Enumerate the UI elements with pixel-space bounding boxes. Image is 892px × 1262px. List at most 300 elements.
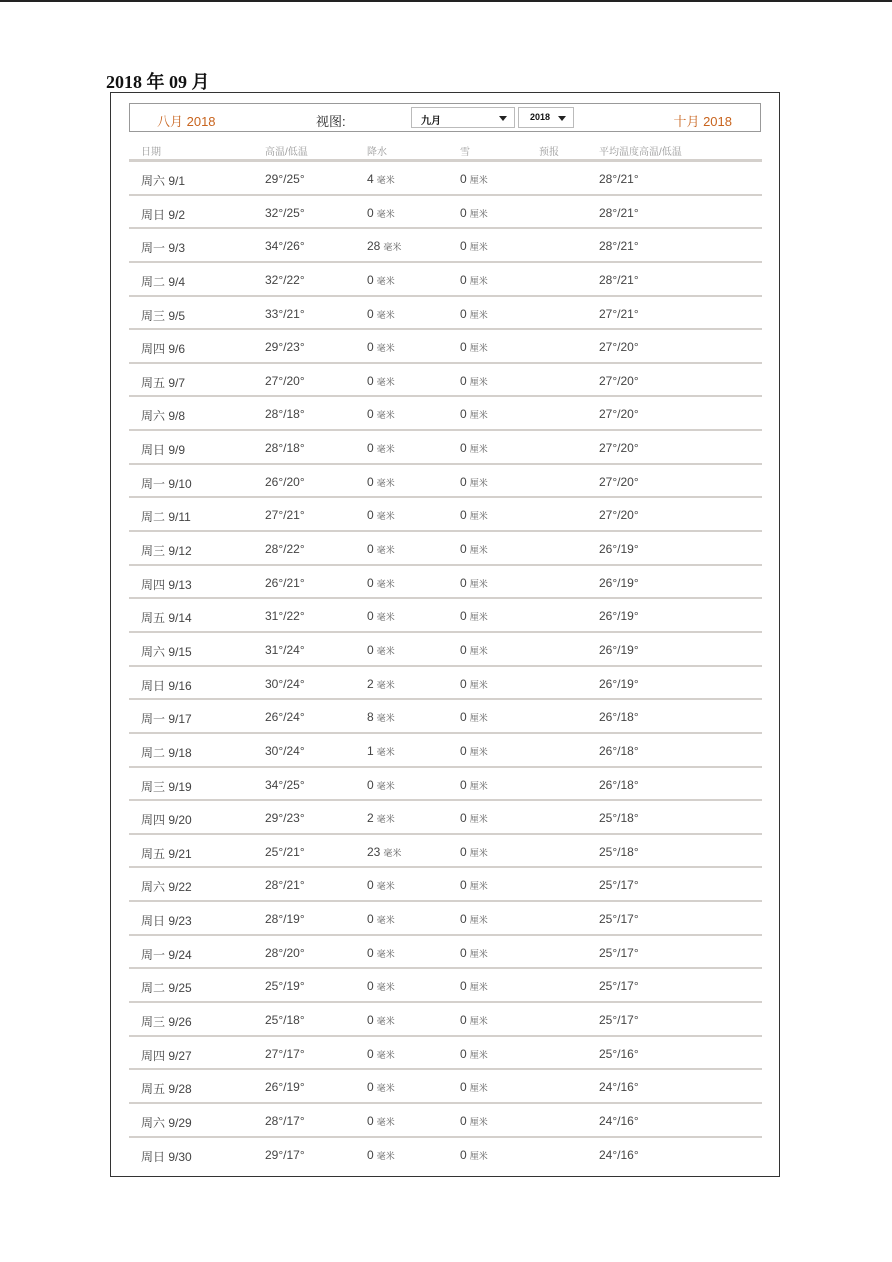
row-high-low: 28°/18° bbox=[265, 441, 305, 456]
row-snow-unit: 厘米 bbox=[469, 948, 488, 959]
row-precip-value: 0 bbox=[367, 979, 374, 994]
row-high-low: 26°/19° bbox=[265, 1080, 305, 1095]
top-rule bbox=[0, 0, 892, 2]
row-precip-value: 0 bbox=[367, 306, 374, 321]
row-snow-unit: 厘米 bbox=[469, 410, 488, 421]
column-header-avg: 平均温度高温/低温 bbox=[599, 147, 682, 158]
row-snow-unit: 厘米 bbox=[469, 982, 488, 993]
row-precip bbox=[367, 677, 395, 691]
table-row bbox=[129, 969, 762, 1003]
row-precip bbox=[367, 172, 395, 186]
row-snow-unit: 厘米 bbox=[469, 679, 488, 690]
row-high-low: 25°/18° bbox=[265, 1013, 305, 1028]
table-row bbox=[129, 263, 762, 297]
row-date: 周日 9/30 bbox=[141, 1149, 192, 1164]
row-snow bbox=[460, 710, 488, 724]
row-precip-value: 2 bbox=[367, 676, 374, 691]
row-snow-value: 0 bbox=[460, 474, 467, 489]
row-avg: 27°/20° bbox=[599, 340, 639, 355]
row-high-low: 34°/26° bbox=[265, 239, 305, 254]
row-snow-value: 0 bbox=[460, 912, 467, 927]
row-precip-value: 0 bbox=[367, 912, 374, 927]
row-high-low: 31°/22° bbox=[265, 609, 305, 624]
row-precip-unit: 毫米 bbox=[376, 545, 395, 556]
row-precip bbox=[367, 811, 395, 825]
row-precip-unit: 毫米 bbox=[383, 847, 402, 858]
view-label: 视图: bbox=[316, 114, 346, 129]
row-avg: 28°/21° bbox=[599, 272, 639, 287]
row-precip bbox=[367, 475, 395, 489]
row-date: 周三 9/12 bbox=[141, 544, 192, 559]
row-precip-value: 0 bbox=[367, 1113, 374, 1128]
table-row bbox=[129, 936, 762, 970]
row-precip-unit: 毫米 bbox=[376, 915, 395, 926]
row-avg: 26°/19° bbox=[599, 676, 639, 691]
row-precip-value: 0 bbox=[367, 441, 374, 456]
row-snow bbox=[460, 206, 488, 220]
row-snow bbox=[460, 273, 488, 287]
row-date: 周四 9/20 bbox=[141, 813, 192, 828]
row-snow-value: 0 bbox=[460, 642, 467, 657]
row-snow-unit: 厘米 bbox=[469, 814, 488, 825]
row-snow-value: 0 bbox=[460, 710, 467, 725]
row-precip-value: 0 bbox=[367, 474, 374, 489]
row-avg: 27°/20° bbox=[599, 508, 639, 523]
table-row bbox=[129, 364, 762, 398]
row-snow-unit: 厘米 bbox=[469, 578, 488, 589]
row-precip-value: 1 bbox=[367, 743, 374, 758]
row-precip bbox=[367, 946, 395, 960]
row-date: 周日 9/23 bbox=[141, 914, 192, 929]
row-date: 周日 9/16 bbox=[141, 678, 192, 693]
table-row bbox=[129, 465, 762, 499]
row-high-low: 27°/20° bbox=[265, 373, 305, 388]
row-avg: 25°/17° bbox=[599, 1013, 639, 1028]
row-high-low: 31°/24° bbox=[265, 642, 305, 657]
row-avg: 25°/17° bbox=[599, 878, 639, 893]
row-snow bbox=[460, 441, 488, 455]
row-precip-unit: 毫米 bbox=[376, 814, 395, 825]
row-precip-value: 0 bbox=[367, 1147, 374, 1162]
row-date: 周二 9/11 bbox=[141, 510, 191, 525]
row-snow bbox=[460, 845, 488, 859]
row-snow-unit: 厘米 bbox=[469, 612, 488, 623]
row-avg: 24°/16° bbox=[599, 1080, 639, 1095]
column-header-high-low: 高温/低温 bbox=[265, 147, 308, 158]
row-snow-value: 0 bbox=[460, 1013, 467, 1028]
row-avg: 26°/19° bbox=[599, 575, 639, 590]
row-high-low: 28°/18° bbox=[265, 407, 305, 422]
row-snow-value: 0 bbox=[460, 1147, 467, 1162]
row-snow-unit: 厘米 bbox=[469, 1049, 488, 1060]
table-row bbox=[129, 801, 762, 835]
table-row bbox=[129, 162, 762, 196]
table-row bbox=[129, 330, 762, 364]
row-snow-unit: 厘米 bbox=[469, 881, 488, 892]
row-avg: 26°/19° bbox=[599, 642, 639, 657]
row-precip bbox=[367, 239, 401, 253]
column-header-snow: 雪 bbox=[460, 147, 470, 158]
table-row bbox=[129, 734, 762, 768]
row-snow bbox=[460, 677, 488, 691]
table-row bbox=[129, 599, 762, 633]
row-snow bbox=[460, 811, 488, 825]
row-precip-unit: 毫米 bbox=[376, 175, 395, 185]
row-precip-unit: 毫米 bbox=[376, 444, 395, 455]
row-avg: 26°/18° bbox=[599, 777, 639, 792]
row-snow-value: 0 bbox=[460, 239, 467, 254]
row-snow bbox=[460, 1148, 488, 1162]
row-high-low: 28°/19° bbox=[265, 912, 305, 927]
row-snow-value: 0 bbox=[460, 811, 467, 826]
row-precip-unit: 毫米 bbox=[376, 410, 395, 421]
row-snow bbox=[460, 1013, 488, 1027]
row-date: 周六 9/8 bbox=[141, 409, 186, 424]
row-precip-unit: 毫米 bbox=[376, 948, 395, 959]
row-snow bbox=[460, 340, 488, 354]
row-precip bbox=[367, 710, 395, 724]
year-select[interactable] bbox=[518, 107, 574, 128]
row-precip bbox=[367, 643, 395, 657]
row-precip-unit: 毫米 bbox=[376, 679, 395, 690]
row-snow-unit: 厘米 bbox=[469, 1016, 488, 1027]
row-precip bbox=[367, 542, 395, 556]
row-snow-value: 0 bbox=[460, 306, 467, 321]
column-header-date: 日期 bbox=[141, 147, 161, 158]
row-precip bbox=[367, 1114, 395, 1128]
row-snow bbox=[460, 576, 488, 590]
row-date: 周三 9/26 bbox=[141, 1015, 192, 1030]
row-snow-unit: 厘米 bbox=[469, 645, 488, 656]
row-date: 周五 9/14 bbox=[141, 611, 192, 626]
row-precip bbox=[367, 1013, 395, 1027]
table-row bbox=[129, 196, 762, 230]
month-select-value: 九月 bbox=[421, 116, 441, 127]
row-snow-value: 0 bbox=[460, 272, 467, 287]
row-avg: 27°/21° bbox=[599, 306, 639, 321]
row-precip-value: 0 bbox=[367, 777, 374, 792]
next-month-link[interactable]: 十月 2018 bbox=[673, 114, 732, 129]
table-row bbox=[129, 700, 762, 734]
row-high-low: 26°/20° bbox=[265, 474, 305, 489]
row-snow-value: 0 bbox=[460, 609, 467, 624]
row-avg: 28°/21° bbox=[599, 205, 639, 220]
row-high-low: 28°/20° bbox=[265, 945, 305, 960]
row-high-low: 34°/25° bbox=[265, 777, 305, 792]
table-row bbox=[129, 431, 762, 465]
row-precip-value: 0 bbox=[367, 340, 374, 355]
row-avg: 27°/20° bbox=[599, 441, 639, 456]
row-precip-value: 0 bbox=[367, 272, 374, 287]
row-snow-unit: 厘米 bbox=[469, 275, 488, 286]
row-snow bbox=[460, 239, 488, 253]
row-snow-value: 0 bbox=[460, 508, 467, 523]
row-precip-unit: 毫米 bbox=[376, 477, 395, 488]
row-high-low: 32°/25° bbox=[265, 205, 305, 220]
row-high-low: 27°/21° bbox=[265, 508, 305, 523]
row-snow-unit: 厘米 bbox=[469, 1083, 488, 1094]
row-snow-unit: 厘米 bbox=[469, 175, 488, 185]
row-snow-value: 0 bbox=[460, 575, 467, 590]
row-avg: 27°/20° bbox=[599, 407, 639, 422]
row-date: 周六 9/22 bbox=[141, 880, 192, 895]
row-snow bbox=[460, 374, 488, 388]
row-precip-value: 0 bbox=[367, 542, 374, 557]
row-high-low: 28°/22° bbox=[265, 542, 305, 557]
row-high-low: 28°/21° bbox=[265, 878, 305, 893]
chevron-down-icon bbox=[499, 116, 507, 121]
table-row bbox=[129, 1037, 762, 1071]
row-date: 周一 9/3 bbox=[141, 241, 186, 256]
table-row bbox=[129, 1138, 762, 1170]
row-precip-value: 0 bbox=[367, 642, 374, 657]
row-date: 周五 9/28 bbox=[141, 1082, 192, 1097]
row-precip bbox=[367, 1047, 395, 1061]
row-snow bbox=[460, 778, 488, 792]
table-row bbox=[129, 768, 762, 802]
row-precip-unit: 毫米 bbox=[376, 578, 395, 589]
row-precip bbox=[367, 912, 395, 926]
table-row bbox=[129, 532, 762, 566]
row-precip-value: 0 bbox=[367, 1046, 374, 1061]
row-high-low: 29°/17° bbox=[265, 1147, 305, 1162]
row-snow-unit: 厘米 bbox=[469, 208, 488, 219]
row-snow-unit: 厘米 bbox=[469, 242, 488, 253]
table-row bbox=[129, 1104, 762, 1138]
row-snow bbox=[460, 1114, 488, 1128]
row-snow-unit: 厘米 bbox=[469, 746, 488, 757]
row-avg: 28°/21° bbox=[599, 239, 639, 254]
row-high-low: 30°/24° bbox=[265, 676, 305, 691]
row-precip-unit: 毫米 bbox=[376, 1083, 395, 1094]
chevron-down-icon bbox=[558, 116, 566, 121]
row-avg: 26°/18° bbox=[599, 743, 639, 758]
row-snow-unit: 厘米 bbox=[469, 545, 488, 556]
table-header bbox=[129, 143, 762, 158]
row-date: 周一 9/10 bbox=[141, 476, 192, 491]
row-avg: 26°/18° bbox=[599, 710, 639, 725]
row-precip bbox=[367, 609, 395, 623]
table-row bbox=[129, 498, 762, 532]
row-snow-unit: 厘米 bbox=[469, 847, 488, 858]
row-high-low: 26°/21° bbox=[265, 575, 305, 590]
row-precip-unit: 毫米 bbox=[376, 1016, 395, 1027]
row-precip-unit: 毫米 bbox=[376, 1150, 395, 1161]
table-row bbox=[129, 297, 762, 331]
row-snow-unit: 厘米 bbox=[469, 343, 488, 354]
row-high-low: 29°/23° bbox=[265, 340, 305, 355]
row-precip-value: 2 bbox=[367, 811, 374, 826]
row-high-low: 29°/23° bbox=[265, 811, 305, 826]
prev-month-link[interactable]: 八月 2018 bbox=[157, 114, 216, 129]
row-precip-unit: 毫米 bbox=[376, 982, 395, 993]
row-precip-unit: 毫米 bbox=[376, 343, 395, 354]
row-snow-unit: 厘米 bbox=[469, 780, 488, 791]
row-snow-value: 0 bbox=[460, 844, 467, 859]
row-snow bbox=[460, 643, 488, 657]
row-precip bbox=[367, 508, 395, 522]
row-precip-value: 0 bbox=[367, 407, 374, 422]
row-snow-value: 0 bbox=[460, 205, 467, 220]
month-navigation-bar bbox=[129, 103, 761, 132]
row-precip-value: 0 bbox=[367, 373, 374, 388]
row-snow bbox=[460, 475, 488, 489]
row-precip bbox=[367, 878, 395, 892]
row-snow bbox=[460, 1047, 488, 1061]
row-snow bbox=[460, 946, 488, 960]
row-precip bbox=[367, 273, 395, 287]
row-high-low: 33°/21° bbox=[265, 306, 305, 321]
row-avg: 28°/21° bbox=[599, 172, 639, 186]
row-precip bbox=[367, 744, 395, 758]
row-date: 周二 9/25 bbox=[141, 981, 192, 996]
row-snow-value: 0 bbox=[460, 945, 467, 960]
column-header-forecast: 预报 bbox=[539, 147, 559, 158]
row-precip bbox=[367, 407, 395, 421]
row-snow bbox=[460, 912, 488, 926]
row-precip-value: 0 bbox=[367, 609, 374, 624]
row-high-low: 32°/22° bbox=[265, 272, 305, 287]
row-snow-value: 0 bbox=[460, 373, 467, 388]
row-snow-unit: 厘米 bbox=[469, 309, 488, 320]
row-precip-unit: 毫米 bbox=[376, 1049, 395, 1060]
page-heading: 2018 年 09 月 bbox=[106, 72, 210, 92]
row-snow-value: 0 bbox=[460, 676, 467, 691]
row-precip-value: 0 bbox=[367, 1080, 374, 1095]
row-precip-unit: 毫米 bbox=[376, 511, 395, 522]
table-row bbox=[129, 835, 762, 869]
row-date: 周五 9/21 bbox=[141, 846, 192, 861]
table-row bbox=[129, 667, 762, 701]
row-snow-unit: 厘米 bbox=[469, 915, 488, 926]
row-date: 周一 9/24 bbox=[141, 947, 192, 962]
row-date: 周二 9/18 bbox=[141, 745, 192, 760]
row-date: 周六 9/1 bbox=[141, 174, 186, 188]
row-precip bbox=[367, 778, 395, 792]
row-snow-value: 0 bbox=[460, 340, 467, 355]
row-high-low: 27°/17° bbox=[265, 1046, 305, 1061]
row-precip bbox=[367, 340, 395, 354]
row-precip-value: 0 bbox=[367, 1013, 374, 1028]
row-snow bbox=[460, 172, 488, 186]
row-snow-value: 0 bbox=[460, 1113, 467, 1128]
table-row bbox=[129, 902, 762, 936]
row-precip bbox=[367, 1148, 395, 1162]
row-date: 周三 9/5 bbox=[141, 308, 186, 323]
row-date: 周六 9/15 bbox=[141, 644, 192, 659]
row-precip-value: 0 bbox=[367, 575, 374, 590]
row-snow bbox=[460, 609, 488, 623]
column-header-precip: 降水 bbox=[367, 147, 387, 158]
row-date: 周四 9/6 bbox=[141, 342, 186, 357]
row-snow-unit: 厘米 bbox=[469, 511, 488, 522]
row-high-low: 30°/24° bbox=[265, 743, 305, 758]
row-precip-unit: 毫米 bbox=[376, 309, 395, 320]
row-snow-unit: 厘米 bbox=[469, 1150, 488, 1161]
row-precip bbox=[367, 979, 395, 993]
row-precip-unit: 毫米 bbox=[376, 780, 395, 791]
row-high-low: 25°/19° bbox=[265, 979, 305, 994]
row-precip-unit: 毫米 bbox=[376, 713, 395, 724]
row-snow bbox=[460, 407, 488, 421]
row-avg: 25°/18° bbox=[599, 811, 639, 826]
row-avg: 25°/17° bbox=[599, 912, 639, 927]
row-precip-value: 0 bbox=[367, 945, 374, 960]
row-snow-value: 0 bbox=[460, 878, 467, 893]
row-precip-value: 0 bbox=[367, 205, 374, 220]
row-precip-unit: 毫米 bbox=[376, 881, 395, 892]
row-snow-value: 0 bbox=[460, 542, 467, 557]
row-high-low: 28°/17° bbox=[265, 1113, 305, 1128]
row-avg: 25°/18° bbox=[599, 844, 639, 859]
table-row bbox=[129, 397, 762, 431]
row-precip-value: 8 bbox=[367, 710, 374, 725]
row-precip-value: 0 bbox=[367, 878, 374, 893]
row-avg: 24°/16° bbox=[599, 1147, 639, 1162]
table-row bbox=[129, 1003, 762, 1037]
row-date: 周日 9/2 bbox=[141, 207, 186, 222]
row-date: 周二 9/4 bbox=[141, 274, 186, 289]
row-precip-value: 0 bbox=[367, 508, 374, 523]
row-snow-unit: 厘米 bbox=[469, 444, 488, 455]
row-avg: 25°/16° bbox=[599, 1046, 639, 1061]
table-row bbox=[129, 229, 762, 263]
row-date: 周四 9/27 bbox=[141, 1048, 192, 1063]
row-high-low: 25°/21° bbox=[265, 844, 305, 859]
row-precip-value: 23 bbox=[367, 844, 381, 859]
row-precip-value: 28 bbox=[367, 239, 381, 254]
row-precip bbox=[367, 576, 395, 590]
row-date: 周五 9/7 bbox=[141, 375, 186, 390]
row-precip bbox=[367, 441, 395, 455]
row-avg: 27°/20° bbox=[599, 474, 639, 489]
row-snow-unit: 厘米 bbox=[469, 376, 488, 387]
weather-table-body bbox=[129, 162, 762, 1169]
row-precip bbox=[367, 206, 395, 220]
month-select[interactable] bbox=[411, 107, 515, 128]
row-snow-value: 0 bbox=[460, 1080, 467, 1095]
row-avg: 27°/20° bbox=[599, 373, 639, 388]
row-date: 周四 9/13 bbox=[141, 577, 192, 592]
row-date: 周一 9/17 bbox=[141, 712, 192, 727]
row-precip-unit: 毫米 bbox=[383, 242, 402, 253]
row-precip-unit: 毫米 bbox=[376, 645, 395, 656]
row-precip bbox=[367, 374, 395, 388]
row-snow-unit: 厘米 bbox=[469, 1116, 488, 1127]
row-precip-value: 4 bbox=[367, 172, 374, 186]
row-snow-value: 0 bbox=[460, 743, 467, 758]
row-high-low: 26°/24° bbox=[265, 710, 305, 725]
year-select-value: 2018 bbox=[530, 112, 551, 122]
row-snow-unit: 厘米 bbox=[469, 713, 488, 724]
row-precip bbox=[367, 307, 395, 321]
row-snow bbox=[460, 979, 488, 993]
row-precip bbox=[367, 845, 401, 859]
row-precip-unit: 毫米 bbox=[376, 376, 395, 387]
row-avg: 24°/16° bbox=[599, 1113, 639, 1128]
row-date: 周六 9/29 bbox=[141, 1115, 192, 1130]
row-date: 周日 9/9 bbox=[141, 443, 186, 458]
row-precip bbox=[367, 1080, 395, 1094]
row-snow-value: 0 bbox=[460, 979, 467, 994]
row-precip-unit: 毫米 bbox=[376, 746, 395, 757]
row-snow-unit: 厘米 bbox=[469, 477, 488, 488]
row-precip-unit: 毫米 bbox=[376, 612, 395, 623]
row-snow bbox=[460, 1080, 488, 1094]
row-snow bbox=[460, 744, 488, 758]
row-snow-value: 0 bbox=[460, 777, 467, 792]
row-avg: 25°/17° bbox=[599, 979, 639, 994]
